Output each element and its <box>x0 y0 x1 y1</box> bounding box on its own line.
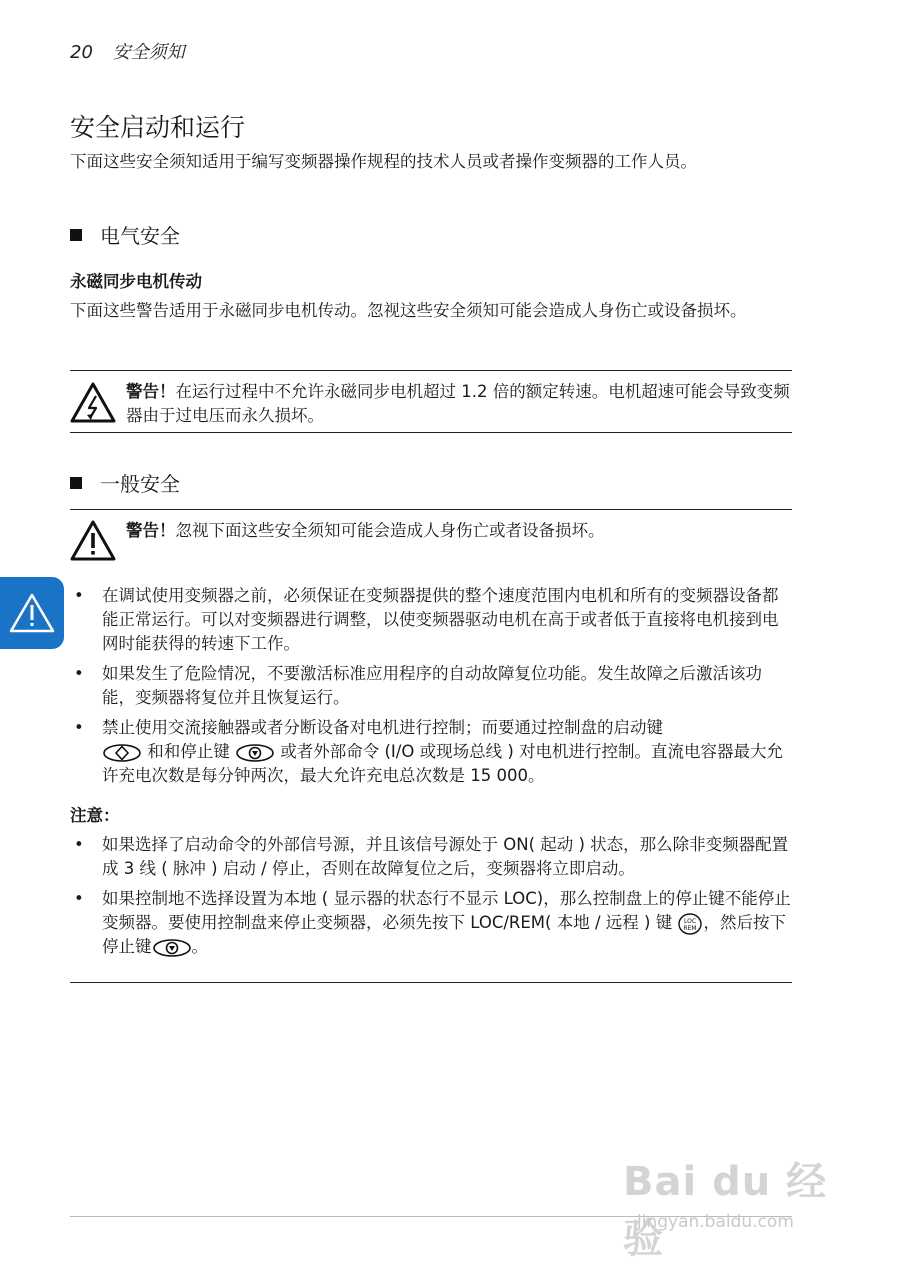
stop-key-icon <box>235 743 275 763</box>
general-warning-icon <box>70 519 116 561</box>
baidu-watermark <box>623 1150 853 1262</box>
warning-label: 警告！ <box>126 521 176 540</box>
section-heading-electrical <box>70 220 180 249</box>
watermark-url: jingyan.baidu.com <box>637 1212 794 1232</box>
intro-paragraph: 下面这些安全须知适用于编写变频器操作规程的技术人员或者操作变频器的工作人员。 <box>70 152 697 171</box>
pm-motor-paragraph: 下面这些警告适用于永磁同步电机传动。忽视这些安全须知可能会造成人身伤亡或设备损坏。 <box>70 301 747 320</box>
general-safety-list <box>70 584 794 794</box>
start-key-icon <box>102 743 142 763</box>
loc-rem-key-icon <box>677 913 703 935</box>
list-item: • 在调试使用变频器之前，必须保证在变频器提供的整个速度范围内电机和所有的变频器设备都能正常运行。可以对变频器进行调整，以使变频器驱动电机在高于或者低于直接将电机接到电网时能获得的转速下工作。 <box>70 584 794 656</box>
warning-tab-icon <box>0 577 64 649</box>
square-bullet-icon <box>70 477 82 489</box>
side-warning-tab <box>0 577 64 649</box>
divider <box>70 432 792 433</box>
electrical-heading-text: 电气安全 <box>100 224 180 248</box>
notes-heading: 注意： <box>70 806 120 825</box>
list-item-text: 和和停止键 <box>147 742 230 761</box>
watermark-brand: Bai du 经验 <box>623 1159 828 1262</box>
section-heading-general <box>70 468 180 497</box>
running-header <box>70 38 185 64</box>
divider <box>70 509 792 510</box>
list-item <box>70 716 794 788</box>
list-item-text: 。 <box>191 937 208 956</box>
square-bullet-icon <box>70 229 82 241</box>
list-item: • 如果选择了启动命令的外部信号源，并且该信号源处于 ON( 起动 ) 状态，那么除非变频器配置成 3 线 ( 脉冲 ) 启动 / 停止，否则在故障复位之后，变频器将立即启动。 <box>70 833 794 881</box>
notes-list <box>70 833 794 965</box>
loc-key-label: LOC <box>684 917 697 925</box>
divider <box>70 370 792 371</box>
list-item: • 如果发生了危险情况，不要激活标准应用程序的自动故障复位功能。发生故障之后激活该功能，变频器将复位并且恢复运行。 <box>70 662 794 710</box>
stop-key-icon <box>152 938 192 958</box>
list-item <box>70 887 794 959</box>
warning-text: 在运行过程中不允许永磁同步电机超过 1.2 倍的额定转速。电机超速可能会导致变频器由于过电压而永久损坏。 <box>126 382 790 425</box>
general-warning <box>126 519 790 543</box>
list-item-text: 如果控制地不选择设置为本地 ( 显示器的状态行不显示 LOC)，那么控制盘上的停止键不能停止变频器。要使用控制盘来停止变频器，必须先按下 LOC/REM( 本地 / 远程 ) 键 <box>102 889 791 932</box>
divider <box>70 982 792 983</box>
list-item-text: ，然后按下停止键 <box>102 913 786 956</box>
header-section: 安全须知 <box>112 42 185 63</box>
page-title: 安全启动和运行 <box>70 113 246 142</box>
page-number: 20 <box>70 42 93 63</box>
list-item-text: 或者外部命令 (I/O 或现场总线 ) 对电机进行控制。直流电容器最大允许充电次数是每分钟两次，最大允许充电总次数是 15 000。 <box>102 742 784 785</box>
rem-key-label: REM <box>683 924 698 932</box>
general-heading-text: 一般安全 <box>100 472 180 496</box>
electrical-warning-icon <box>70 381 116 423</box>
warning-text: 忽视下面这些安全须知可能会造成人身伤亡或者设备损坏。 <box>175 521 605 540</box>
subheading-pm-motor: 永磁同步电机传动 <box>70 272 202 291</box>
warning-label: 警告！ <box>126 382 176 401</box>
electrical-warning <box>126 380 790 428</box>
list-item-text: 禁止使用交流接触器或者分断设备对电机进行控制；而要通过控制盘的启动键 <box>102 718 663 737</box>
